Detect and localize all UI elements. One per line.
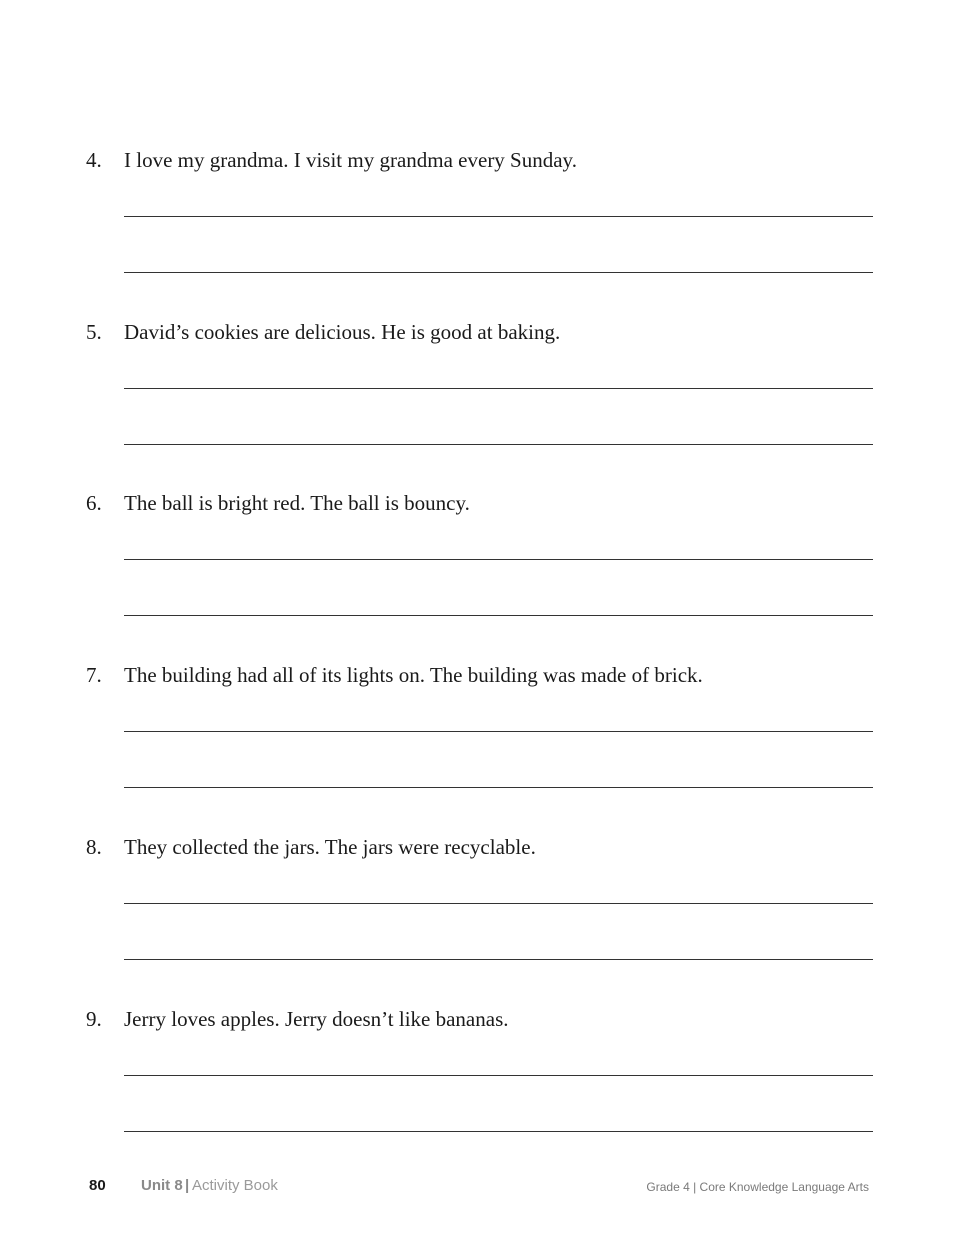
question-number: 8.: [86, 835, 102, 859]
footer-separator: |: [185, 1177, 190, 1194]
question-number: 9.: [86, 1007, 102, 1031]
answer-line-1[interactable]: [124, 903, 873, 904]
answer-line-2[interactable]: [124, 444, 873, 445]
question-number: 4.: [86, 148, 102, 172]
question-6: [0, 490, 979, 640]
answer-line-2[interactable]: [124, 615, 873, 616]
answer-line-1[interactable]: [124, 1075, 873, 1076]
question-4: [0, 147, 979, 297]
grade-credit: Grade 4 | Core Knowledge Language Arts: [646, 1180, 869, 1194]
question-8: [0, 834, 979, 984]
answer-line-1[interactable]: [124, 388, 873, 389]
page-number: 80: [89, 1177, 106, 1194]
answer-line-1[interactable]: [124, 216, 873, 217]
book-label: Activity Book: [192, 1177, 278, 1194]
answer-line-2[interactable]: [124, 1131, 873, 1132]
question-prompt: Jerry loves apples. Jerry doesn’t like bananas.: [124, 1007, 509, 1031]
unit-label: Unit 8: [141, 1177, 183, 1194]
question-number: 6.: [86, 491, 102, 515]
answer-line-1[interactable]: [124, 559, 873, 560]
question-prompt: They collected the jars. The jars were recyclable.: [124, 835, 536, 859]
answer-line-2[interactable]: [124, 959, 873, 960]
question-prompt: The ball is bright red. The ball is bouncy.: [124, 491, 470, 515]
answer-line-2[interactable]: [124, 787, 873, 788]
question-5: [0, 319, 979, 469]
answer-line-1[interactable]: [124, 731, 873, 732]
question-prompt: David’s cookies are delicious. He is good at baking.: [124, 320, 561, 344]
question-number: 5.: [86, 320, 102, 344]
question-number: 7.: [86, 663, 102, 687]
answer-line-2[interactable]: [124, 272, 873, 273]
question-7: [0, 662, 979, 812]
question-prompt: I love my grandma. I visit my grandma every Sunday.: [124, 148, 577, 172]
page-footer: [0, 1176, 979, 1200]
question-prompt: The building had all of its lights on. The building was made of brick.: [124, 663, 703, 687]
question-9: [0, 1006, 979, 1156]
